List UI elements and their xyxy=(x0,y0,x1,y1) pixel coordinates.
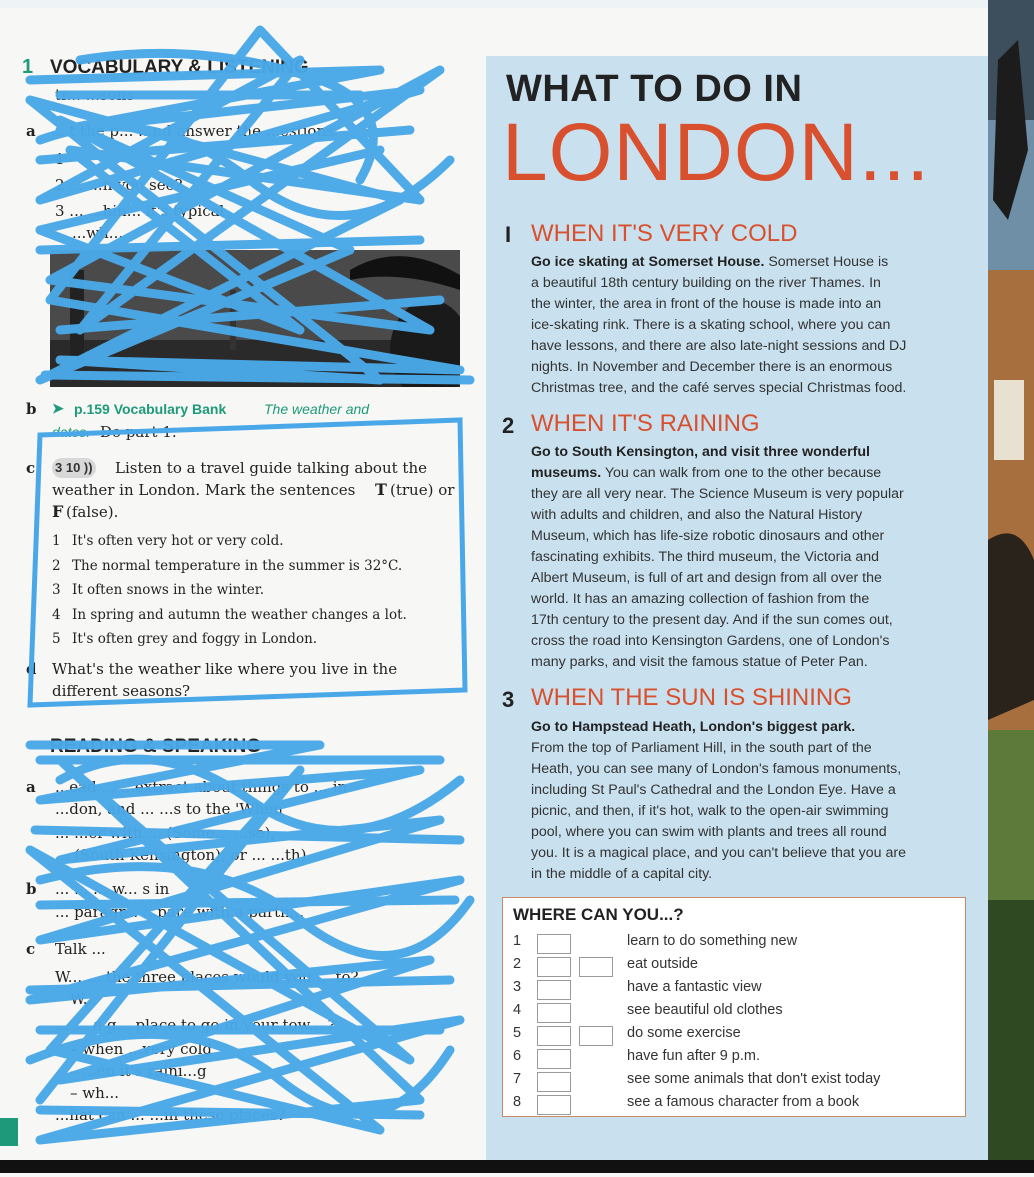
body-line: the winter, the area in front of the house is made into an xyxy=(531,296,882,312)
item-number: 7 xyxy=(513,1071,522,1087)
item-text: do some exercise xyxy=(627,1025,741,1041)
item-number: 8 xyxy=(513,1094,522,1110)
exercise-a-q3-cont: ...wh... xyxy=(72,224,124,242)
exercise-b-letter: b xyxy=(26,400,37,418)
article-section-1-lead: Go ice skating at Somerset House. xyxy=(531,254,765,270)
page-tab-marker xyxy=(0,1118,18,1146)
body-line: You can walk from one to the other because xyxy=(601,465,882,481)
article-section-1-body xyxy=(531,252,971,399)
statement-text: It often snows in the winter. xyxy=(72,582,265,598)
body-line: fascinating exhibits. The third museum, the Victoria and xyxy=(531,549,880,565)
section-2-a-letter: a xyxy=(26,778,36,796)
item-number: 2 xyxy=(513,956,522,972)
body-line: picnic, and then, if it's hot, walk to the open-air swimming xyxy=(531,803,889,819)
statement-item xyxy=(52,580,452,605)
statement-text: It's often grey and foggy in London. xyxy=(72,631,318,647)
article-section-2-lead: Go to South Kensington, and visit three wonderful xyxy=(531,444,870,460)
section-2-c-bullet-1: W... ... the three places would you ... to? xyxy=(55,968,359,986)
statement-number: 5 xyxy=(52,631,61,647)
where-can-you-list xyxy=(513,933,953,1113)
answer-box[interactable] xyxy=(537,934,571,954)
section-1-heading: VOCABULARY & LISTENING xyxy=(50,57,309,78)
vocabulary-bank-topic: The weather and xyxy=(264,401,370,417)
exercise-a-q1: 1 xyxy=(55,150,65,168)
article-section-3-number: 3 xyxy=(502,687,515,712)
body-line: Heath, you can see many of London's famous monuments, xyxy=(531,761,902,777)
list-item xyxy=(513,956,953,978)
exercise-c-text-1: Listen to a travel guide talking about the xyxy=(115,459,427,477)
list-item xyxy=(513,1048,953,1070)
body-line: From the top of Parliament Hill, in the south part of the xyxy=(531,740,872,756)
statement-text: The normal temperature in the summer is 32°C. xyxy=(72,557,403,574)
item-number: 4 xyxy=(513,1002,522,1018)
body-line: ice-skating rink. There is a skating school, where you can xyxy=(531,317,891,333)
exercise-c-false-label: (false). xyxy=(66,503,119,521)
body-line: many parks, and visit the famous statue of Peter Pan. xyxy=(531,654,868,670)
exercise-c-false-letter: F xyxy=(52,502,64,521)
section-2-c-dash-2: – ...en it's raini...g xyxy=(70,1062,207,1080)
section-2-c-line: Talk ... xyxy=(55,940,106,958)
section-2-b-letter: b xyxy=(26,880,37,898)
list-item xyxy=(513,1002,953,1024)
body-line: Christmas tree, and the café serves special Christmas food. xyxy=(531,380,907,396)
list-item xyxy=(513,1071,953,1093)
item-text: see a famous character from a book xyxy=(627,1094,860,1110)
body-line: Somerset House is xyxy=(764,254,889,270)
body-line: have lessons, and there are also late-night sessions and DJ xyxy=(531,338,907,354)
exercise-a-text: ...t the p... ...nd answer the ...estions. xyxy=(55,122,339,140)
list-item xyxy=(513,1094,953,1116)
statement-text: In spring and autumn the weather changes a lot. xyxy=(72,606,407,623)
photo-silhouettes xyxy=(50,250,460,387)
item-number: 3 xyxy=(513,979,522,995)
where-can-you-box xyxy=(502,897,966,1117)
item-text: see some animals that don't exist today xyxy=(627,1071,881,1087)
body-line: pool, where you can swim with plants and trees all round xyxy=(531,824,887,840)
item-number: 1 xyxy=(513,933,522,949)
body-line: they are all very near. The Science Museum is very popular xyxy=(531,486,904,502)
answer-box[interactable] xyxy=(579,957,613,977)
article-section-1-heading: WHEN IT'S VERY COLD xyxy=(531,220,798,247)
section-2-b-line-1: ... ... ... w... s in xyxy=(55,880,170,898)
exercise-c-text-2: weather in London. Mark the sentences xyxy=(52,481,356,499)
vocab-arrow-icon: ➤ xyxy=(52,400,64,416)
section-2-c-dash-3: – wh... xyxy=(70,1084,120,1102)
section-2-heading: READING & SPEAKING xyxy=(50,736,262,757)
section-2-a-line-3: ... ...er with ... (Some... ...se), xyxy=(55,824,276,842)
body-line: cross the road into Kensington Gardens, one of London's xyxy=(531,633,890,649)
exercise-d-letter: d xyxy=(26,660,37,678)
bottom-bar xyxy=(0,1160,1034,1173)
exercise-c-letter: c xyxy=(26,459,36,477)
answer-box[interactable] xyxy=(579,1026,613,1046)
body-line: world. It has an amazing collection of fashion from the xyxy=(531,591,870,607)
answer-box[interactable] xyxy=(537,980,571,1000)
answer-box[interactable] xyxy=(537,1095,571,1115)
item-number: 5 xyxy=(513,1025,522,1041)
article-section-2-lead-cont: museums. xyxy=(531,465,602,481)
item-text: learn to do something new xyxy=(627,933,798,949)
list-item xyxy=(513,1025,953,1047)
statement-text: It's often very hot or very cold. xyxy=(72,533,284,549)
body-line: Albert Museum, is full of art and design from all over the xyxy=(531,570,882,586)
article-section-3-heading: WHEN THE SUN IS SHINING xyxy=(531,684,852,711)
body-line: Museum, which has life-size robotic dinosaurs and other xyxy=(531,528,885,544)
body-line: a beautiful 18th century building on the river Thames. In xyxy=(531,275,881,291)
list-item xyxy=(513,933,953,955)
answer-box[interactable] xyxy=(537,1026,571,1046)
body-line: in the middle of a capital city. xyxy=(531,866,713,882)
article-section-2-heading: WHEN IT'S RAINING xyxy=(531,410,760,437)
item-text: see beautiful old clothes xyxy=(627,1002,783,1018)
section-2-a-line-2: ...don, and ... ...s to the 'When xyxy=(55,800,283,818)
list-item xyxy=(513,979,953,1001)
audio-track-number: 3 10 xyxy=(55,460,81,475)
item-text: have a fantastic view xyxy=(627,979,762,995)
where-can-you-title: WHERE CAN YOU...? xyxy=(513,905,684,924)
article-section-2-number: 2 xyxy=(502,413,515,438)
statement-list xyxy=(52,531,452,654)
article-section-2-body xyxy=(531,442,971,673)
article-section-1-number: I xyxy=(505,222,512,247)
top-edge xyxy=(0,0,1034,8)
answer-box[interactable] xyxy=(537,1072,571,1092)
answer-box[interactable] xyxy=(537,1049,571,1069)
exercise-a-q3: 3 ... ...hin... it's typical xyxy=(55,202,225,220)
section-1-line2: tr... ...sons xyxy=(55,86,135,104)
exercise-b-instruction: Do part 1. xyxy=(100,423,177,441)
statement-number: 3 xyxy=(52,582,61,598)
section-2-c-letter: c xyxy=(26,940,36,958)
body-line: nights. In November and December there is an enormous xyxy=(531,359,893,375)
section-2-c-bullet-2: ... ... a g... place to go in your tow... ? xyxy=(55,1016,336,1034)
statement-number: 1 xyxy=(52,533,61,549)
body-line: you. It is a magical place, and you can't believe that you are xyxy=(531,845,906,861)
statement-item xyxy=(52,556,452,581)
audio-track-badge[interactable] xyxy=(52,458,96,478)
section-2-b-line-2: ... paragr... ...pare with a partn... xyxy=(55,903,305,921)
section-2-a-line-1: ...ead ... ...extract about things to ... in xyxy=(55,778,348,796)
exercise-c-true-label: (true) or xyxy=(390,481,455,499)
statement-item xyxy=(52,629,452,654)
body-line: 17th century to the present day. And if the sun comes out, xyxy=(531,612,893,628)
item-text: have fun after 9 p.m. xyxy=(627,1048,760,1064)
statement-item xyxy=(52,531,452,556)
vocabulary-bank-link[interactable]: p.159 Vocabulary Bank xyxy=(74,401,227,417)
exercise-c-true-letter: T xyxy=(375,480,387,499)
statement-number: 2 xyxy=(52,557,61,574)
item-number: 6 xyxy=(513,1048,522,1064)
exercise-d-text-1: What's the weather like where you live in the xyxy=(52,660,398,678)
body-line: with adults and children, and also the Natural History xyxy=(531,507,863,523)
answer-box[interactable] xyxy=(537,1003,571,1023)
statement-item xyxy=(52,605,452,630)
exercise-d-text-2: different seasons? xyxy=(52,682,191,700)
exercise-a-letter: a xyxy=(26,122,36,140)
article-title-line-2: LONDON... xyxy=(502,107,931,198)
item-text: eat outside xyxy=(627,956,698,972)
answer-box[interactable] xyxy=(537,957,571,977)
section-2-c-last: ...hat can ... ...in these places? xyxy=(55,1106,286,1124)
photo-strip xyxy=(988,0,1034,1173)
article-section-3-body xyxy=(531,717,971,885)
london-rain-photo xyxy=(50,250,460,387)
vocabulary-bank-topic-cont: dates. xyxy=(52,424,91,440)
statement-number: 4 xyxy=(52,606,61,623)
section-2-a-line-4: ... (South Kensington), or ... ...th). xyxy=(55,846,312,864)
photo-strip-images xyxy=(988,0,1034,1173)
audio-icon: )) xyxy=(80,460,93,475)
section-2-c-bullet-1b: W... xyxy=(70,990,98,1008)
section-1-number: 1 xyxy=(22,56,34,78)
body-line: including St Paul's Cathedral and the London Eye. Have a xyxy=(531,782,896,798)
article-title-line-1: WHAT TO DO IN xyxy=(506,68,803,110)
section-2-c-dash-1: – when ...very cold xyxy=(70,1040,212,1058)
article-section-3-lead: Go to Hampstead Heath, London's biggest park. xyxy=(531,719,856,735)
exercise-a-q2: 2 ... ...n you see? xyxy=(55,176,183,194)
